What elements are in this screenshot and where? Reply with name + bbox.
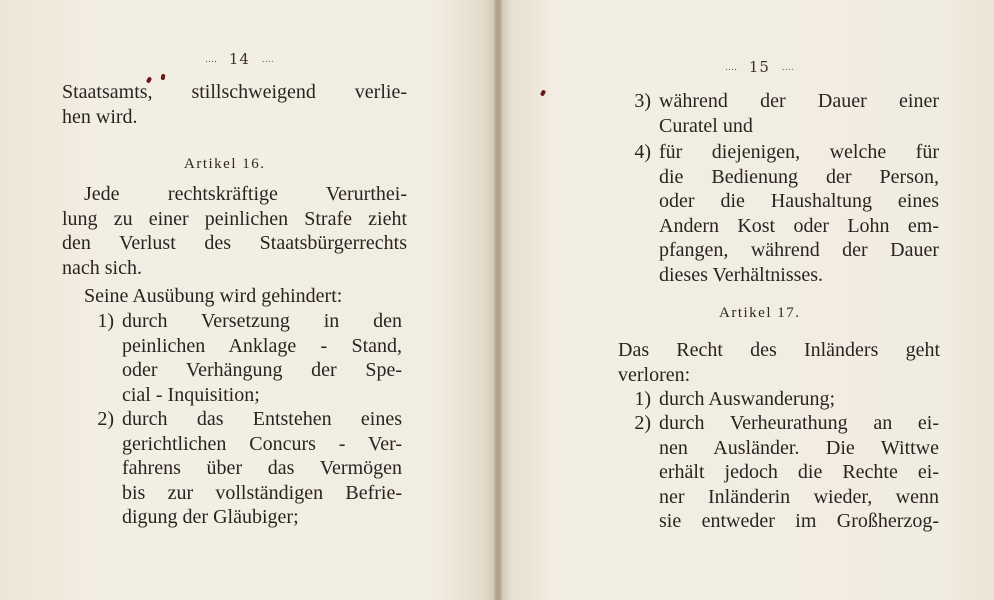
- text-line: durch Auswanderung;: [659, 388, 836, 410]
- item-number: 1): [634, 388, 651, 410]
- left-page-header: [205, 50, 274, 68]
- book-gutter: [494, 0, 502, 600]
- text-line: oder die Haushaltung eines: [659, 190, 939, 212]
- left-top-text: [62, 80, 407, 129]
- left-para1: [62, 182, 407, 280]
- text-line: cial - Inquisition;: [122, 383, 260, 406]
- header-dots: ․․․․: [725, 63, 738, 73]
- right-item-4: [625, 140, 941, 287]
- page-number: 14: [228, 50, 250, 68]
- page-number: 15: [748, 58, 770, 76]
- text-line: lung zu einer peinlichen Strafe zieht: [62, 207, 407, 230]
- header-dots: ․․․․: [205, 55, 218, 65]
- item-number: 4): [634, 141, 651, 163]
- item-number: 3): [634, 90, 651, 112]
- text-line: gerichtlichen Concurs - Ver-: [122, 432, 402, 455]
- text-line: erhält jedoch die Rechte ei-: [659, 461, 939, 483]
- text-line: Andern Kost oder Lohn em-: [659, 214, 939, 237]
- text-line: digung der Gläubiger;: [122, 506, 299, 528]
- left-item-2: [88, 407, 404, 530]
- article-heading: Artikel 16.: [184, 156, 266, 172]
- text-line: bis zur vollständigen Befrie-: [122, 481, 402, 504]
- text-line: den Verlust des Staatsbürgerrechts: [62, 232, 407, 254]
- right-item-3: [625, 89, 941, 138]
- text-line: verloren:: [618, 363, 691, 386]
- item-number: 2): [97, 408, 114, 430]
- right-item-1: [625, 387, 941, 412]
- item-number: 1): [97, 310, 114, 332]
- left-para2-intro: [84, 284, 404, 309]
- text-line: Staatsamts, stillschweigend verlie-: [62, 81, 407, 103]
- text-line: ner Inländerin wieder, wenn: [659, 485, 939, 508]
- text-line: hen wird.: [62, 105, 138, 128]
- text-line: die Bedienung der Person,: [659, 165, 939, 188]
- header-dots: ․․․․: [261, 55, 274, 65]
- right-item-2: [625, 411, 941, 534]
- ink-mark: [540, 89, 546, 96]
- text-line: Seine Ausübung wird gehindert:: [84, 285, 343, 307]
- text-line: oder Verhängung der Spe-: [122, 359, 402, 381]
- text-line: dieses Verhältnisses.: [659, 263, 824, 286]
- text-line: peinlichen Anklage - Stand,: [122, 334, 402, 357]
- text-line: nen Ausländer. Die Wittwe: [659, 436, 939, 459]
- text-line: Das Recht des Inländers geht: [618, 339, 940, 361]
- text-line: durch Verheurathung an ei-: [659, 412, 939, 434]
- text-line: durch Versetzung in den: [122, 310, 402, 332]
- text-line: durch das Entstehen eines: [122, 408, 402, 430]
- text-line: pfangen, während der Dauer: [659, 239, 939, 261]
- text-line: Jede rechtskräftige Verurthei-: [84, 183, 407, 205]
- left-item-1: [88, 309, 404, 407]
- right-para1: [618, 338, 940, 387]
- header-dots: ․․․․: [781, 63, 794, 73]
- item-number: 2): [634, 412, 651, 434]
- text-line: während der Dauer einer: [659, 90, 939, 112]
- text-line: sie entweder im Großherzog-: [659, 510, 939, 532]
- text-line: nach sich.: [62, 256, 142, 279]
- text-line: Curatel und: [659, 114, 753, 137]
- text-line: fahrens über das Vermögen: [122, 457, 402, 479]
- right-page-header: [725, 58, 794, 76]
- right-page: [497, 0, 994, 600]
- text-line: für diejenigen, welche für: [659, 141, 939, 163]
- article-heading: Artikel 17.: [719, 305, 801, 321]
